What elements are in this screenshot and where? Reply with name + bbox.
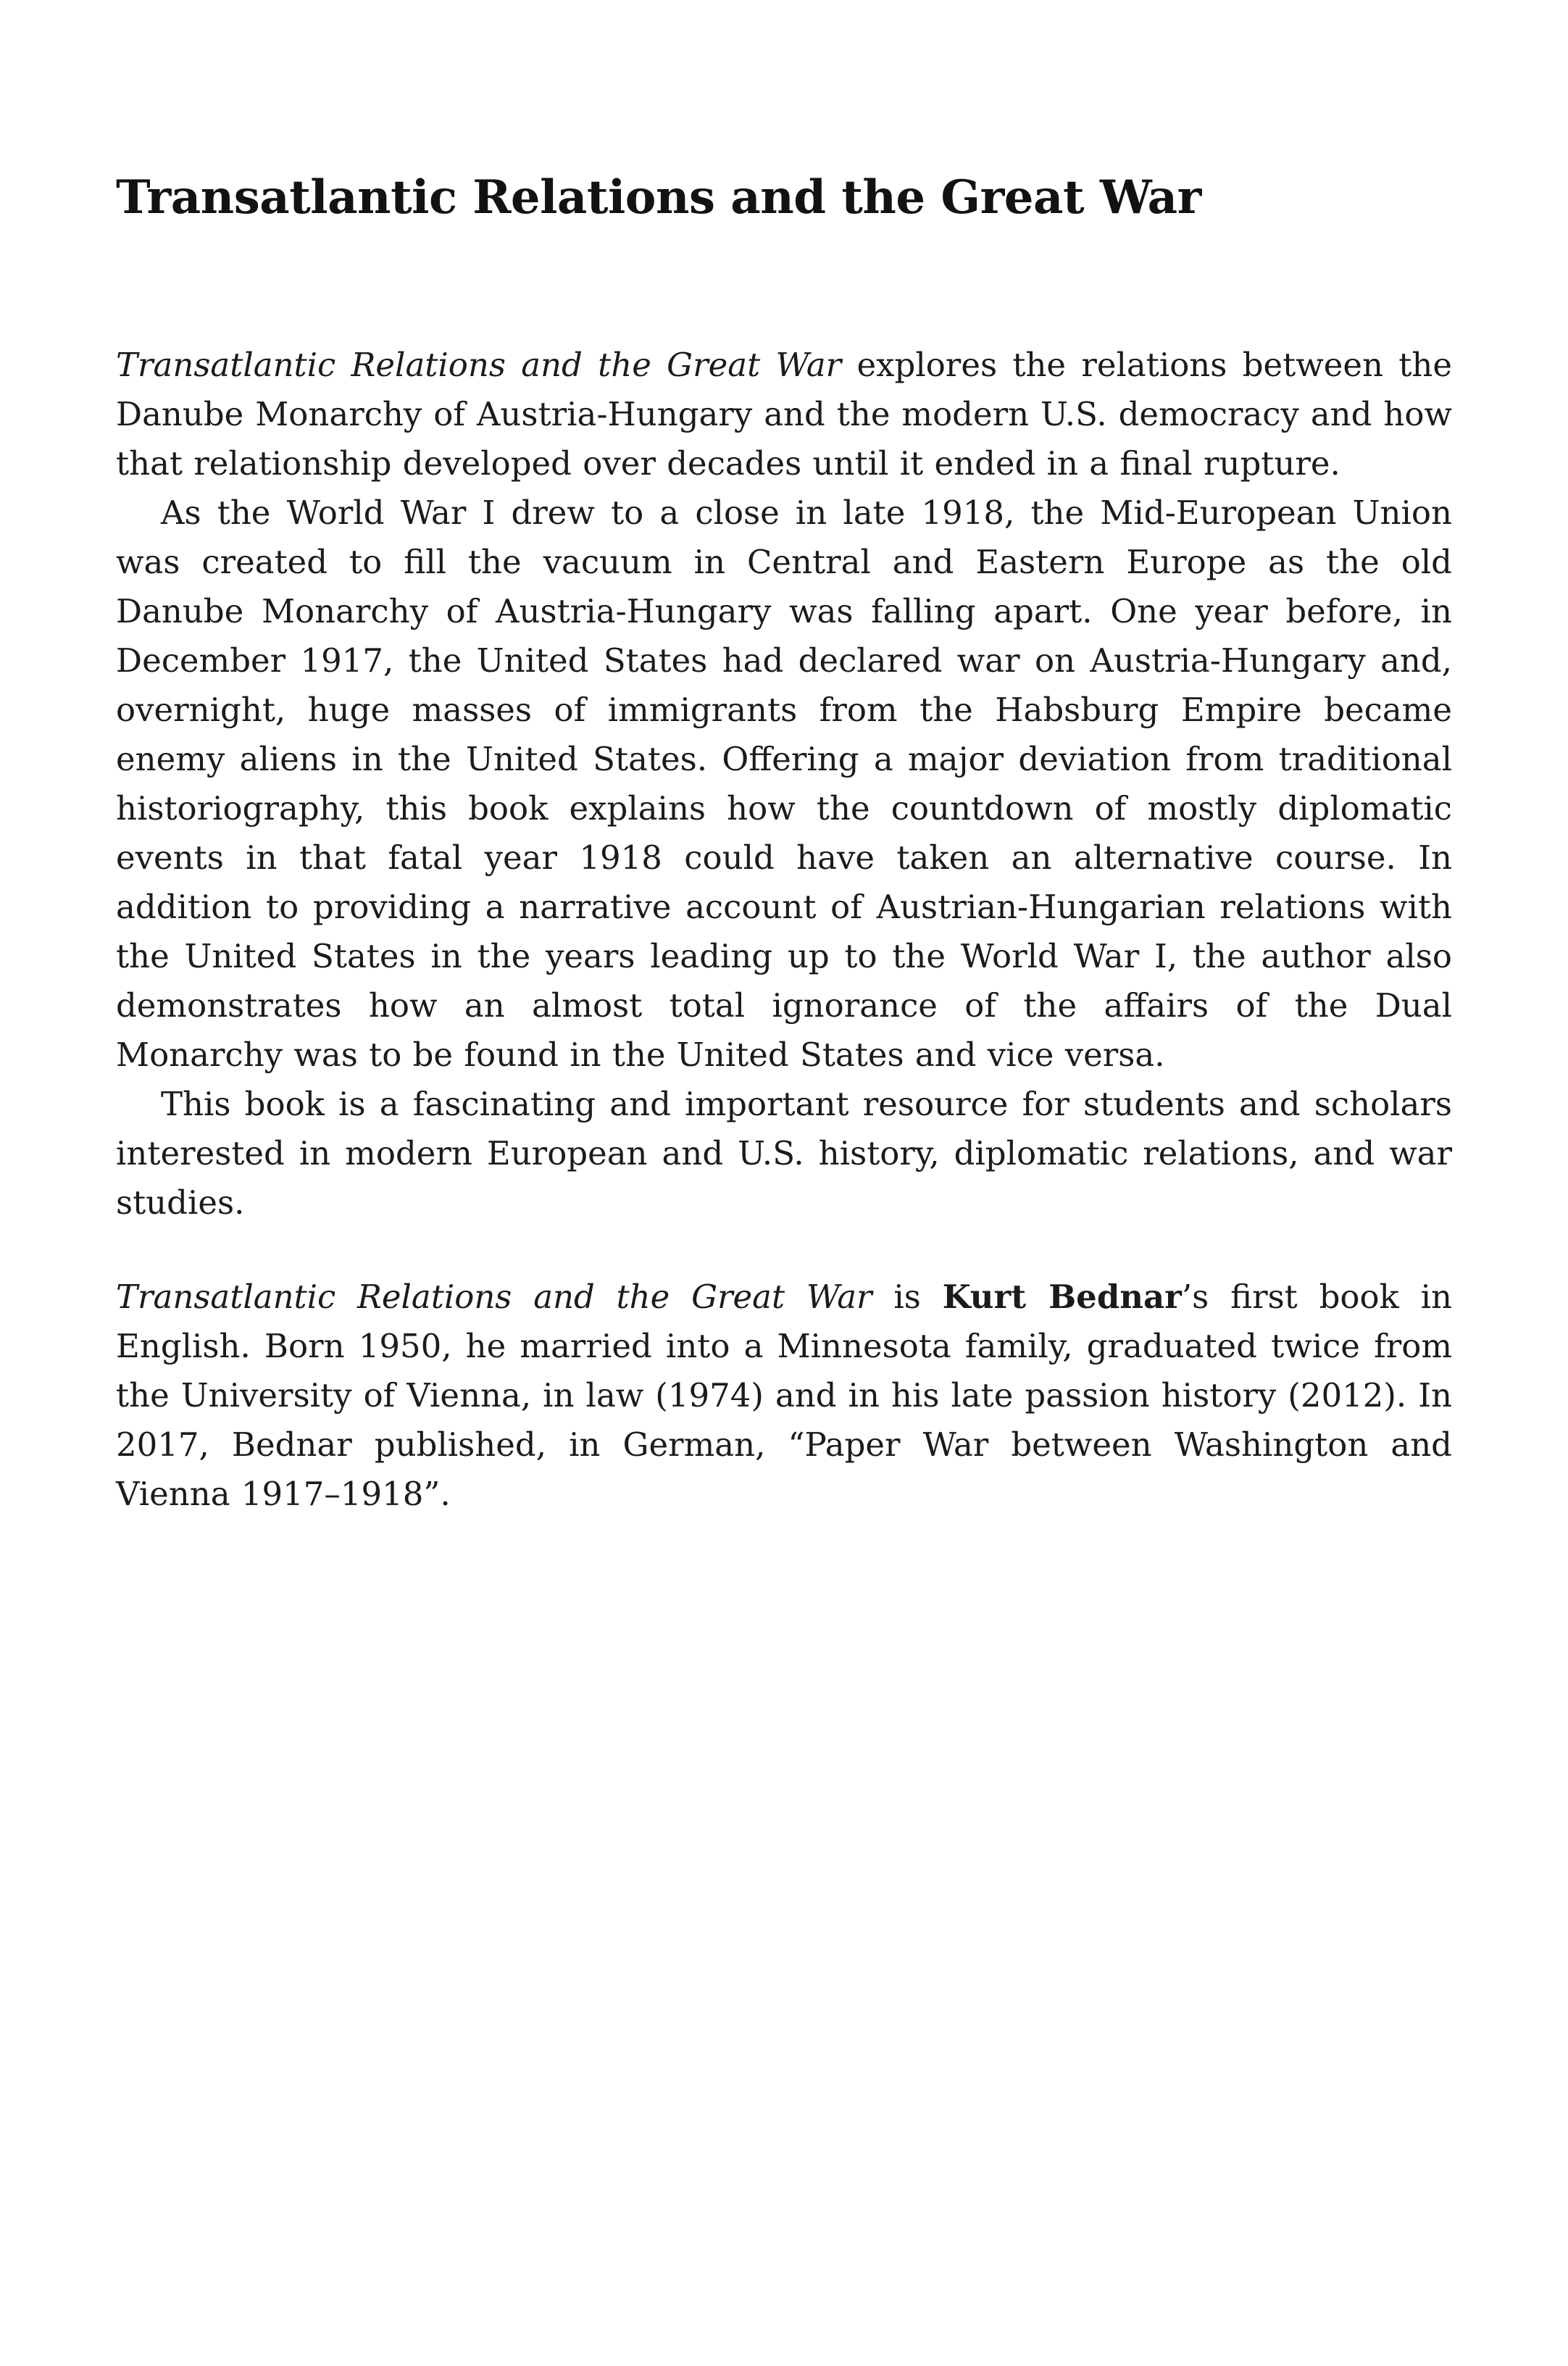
intro-paragraph xyxy=(116,341,1452,488)
intro-paragraph-text: explores the relations between the Danube Monarchy of Austria-Hungary and the modern U.S. democracy and how that relationship developed over decades until it ended in a final rupture. xyxy=(116,345,1452,483)
page-title: Transatlantic Relations and the Great War xyxy=(116,170,1201,225)
author-name: Kurt Bednar xyxy=(942,1277,1182,1316)
book-title-italic: Transatlantic Relations and the Great War xyxy=(116,345,842,384)
book-title-italic: Transatlantic Relations and the Great War xyxy=(116,1277,872,1316)
closing-paragraph: This book is a fascinating and important resource for students and scholars interested in modern European and U.S. history, diplomatic relations, and war studies. xyxy=(116,1084,1452,1222)
author-bio-paragraph xyxy=(116,1272,1452,1519)
bio-paragraph-text: ’s first book in English. Born 1950, he married into a Minnesota family, graduated twice from the University of Vienna, in law (1974) and in his late passion history (2012). In 2017, Bednar published, in German, “Paper War between Washington and Vienna 1917–1918”. xyxy=(116,1277,1452,1513)
body-paragraph: As the World War I drew to a close in late 1918, the Mid-European Union was created to fill the vacuum in Central and Eastern Europe as the old Danube Monarchy of Austria-Hungary was falling apart. One year before, in December 1917, the United States had declared war on Austria-Hungary and, overnight, huge masses of immigrants from the Habsburg Empire became enemy aliens in the United States. Offering a major deviation from traditional historiography, this book explains how the countdown of mostly diplomatic events in that fatal year 1918 could have taken an alternative course. In addition to providing a narrative account of Austrian-Hungarian relations with the United States in the years leading up to the World War I, the author also demonstrates how an almost total ignorance of the affairs of the Dual Monarchy was to be found in the United States and vice versa. xyxy=(116,493,1452,1074)
bio-connector-text: is xyxy=(872,1277,943,1316)
